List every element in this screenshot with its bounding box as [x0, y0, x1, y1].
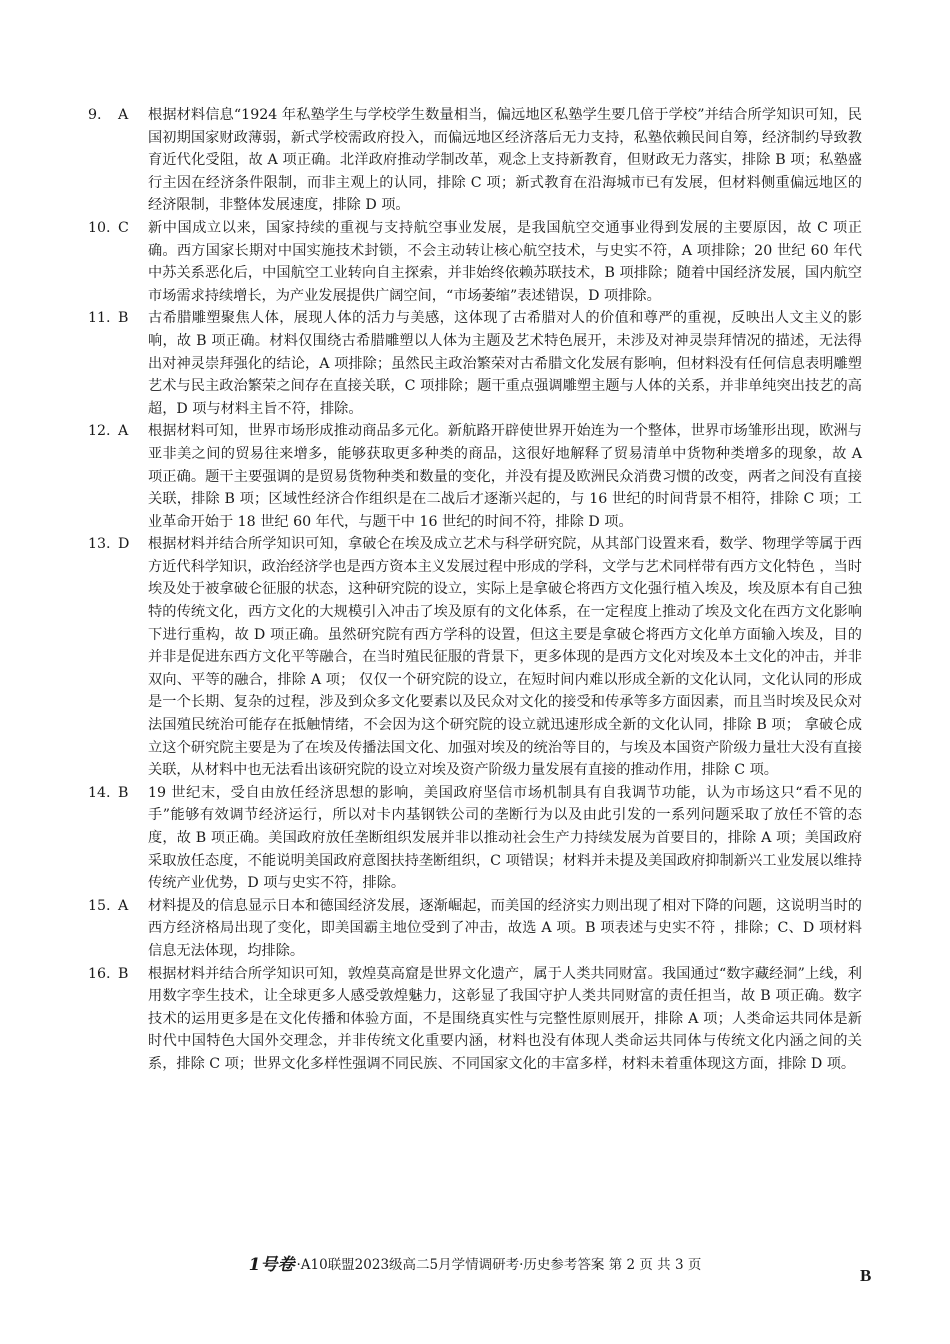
explanation-text: 新中国成立以来，国家持续的重视与支持航空事业发展，是我国航空交通事业得到发展的主要原因，故 C 项正确。西方国家长期对中国实施技术封锁，不会主动转让核心航空技术，与史实不符，A 项排除；20 世纪 60 年代中苏关系恶化后，中国航空工业转向自主探索，并非始终依赖苏联技术，B 项排除；随着中国经济发展，国内航空市场需求持续增长，为产业发展提供广阔空间，“市场萎缩”表述错误，D 项排除。	[148, 219, 862, 304]
question-number: 14.	[88, 784, 111, 801]
question-number: 11.	[88, 310, 111, 327]
answer-item-13	[88, 533, 862, 782]
explanation-text: 古希腊雕塑聚焦人体，展现人体的活力与美感，这体现了古希腊对人的价值和尊严的重视，反映出人文主义的影响，故 B 项正确。材料仅围绕古希腊雕塑以人体为主题及艺术特色展开，未涉及对神灵崇拜情况的描述，无法得出对神灵崇拜强化的结论，A 项排除；虽然民主政治繁荣对古希腊文化发展有影响，但材料没有任何信息表明雕塑艺术与民主政治繁荣之间存在直接关联，C 项排除；题干重点强调雕塑主题与人体的关系，并非单纯突出技艺的高超，D 项与材料主旨不符，排除。	[148, 310, 862, 417]
answer-item-9	[88, 104, 862, 217]
answer-letter: A	[118, 897, 129, 914]
answer-item-14	[88, 782, 862, 895]
question-number: 12.	[88, 423, 111, 440]
page-footer	[0, 1250, 950, 1275]
answer-letter: B	[118, 784, 129, 801]
answer-letter: B	[118, 965, 129, 982]
answer-letter: B	[118, 310, 129, 327]
footer-text: ·A10联盟2023级高二5月学情调研考·历史参考答案 第 2 页 共 3 页	[296, 1257, 702, 1273]
explanation-text: 根据材料并结合所学知识可知，敦煌莫高窟是世界文化遗产，属于人类共同财富。我国通过“数字藏经洞”上线，利用数字孪生技术，让全球更多人感受敦煌魅力，这彰显了我国守护人类共同财富的责任担当，故 B 项正确。数字技术的运用更多是在文化传播和体验方面，不是围绕真实性与完整性原则展开，排除 A 项；人类命运共同体是新时代中国特色大国外交理念，并非传统文化重要内涵，材料也没有体现人类命运共同体与传统文化内涵之间的关系，排除 C 项；世界文化多样性强调不同民族、不同国家文化的丰富多样，材料未着重体现这方面，排除 D 项。	[148, 965, 862, 1072]
question-number: 15.	[88, 897, 111, 914]
answer-item-11	[88, 307, 862, 420]
question-number: 10.	[88, 219, 111, 236]
answer-list	[88, 104, 862, 1076]
explanation-text: 根据材料并结合所学知识可知，拿破仑在埃及成立艺术与科学研究院，从其部门设置来看，数学、物理学等属于西方近代科学知识，政治经济学也是西方资本主义发展过程中形成的学科，文学与艺术同样带有西方文化特色 ，当时埃及处于被拿破仑征服的状态，这种研究院的设立，实际上是拿破仑将西方文化强行植入埃及，埃及原本有自己独特的传统文化，西方文化的大规模引入冲击了埃及原有的文化体系，在一定程度上推动了埃及文化在西方文化影响下进行重构，故 D 项正确。虽然研究院有西方学科的设置，但这主要是拿破仑将西方文化单方面输入埃及，目的并非是促进东西方文化平等融合，在当时殖民征服的背景下，更多体现的是西方文化对埃及本土文化的冲击，并非双向、平等的融合，排除 A 项； 仅仅一个研究院的设立，在短时间内难以形成全新的文化认同，文化认同的形成是一个长期、复杂的过程，涉及到众多文化要素以及民众对文化的接受和传承等多方面因素，而且当时埃及民众对法国殖民统治可能存在抵触情绪，不会因为这个研究院的设立就迅速形成全新的文化认同，排除 B 项； 拿破仑成立这个研究院主要是为了在埃及传播法国文化、加强对埃及的统治等目的，与埃及本国资产阶级力量壮大没有直接关联，从材料中也无法看出该研究院的设立对埃及资产阶级力量发展有直接的推动作用，排除 C 项。	[148, 536, 862, 779]
version-mark: B	[860, 1266, 872, 1285]
question-number: 9.	[88, 107, 102, 123]
answer-item-12	[88, 420, 862, 533]
explanation-text: 材料提及的信息显示日本和德国经济发展，逐渐崛起，而美国的经济实力则出现了相对下降的问题，这说明当时的西方经济格局出现了变化，即美国霸主地位受到了冲击，故选 A 项。B 项表述与史实不符 ，排除；C、D 项材料信息无法体现，均排除。	[148, 897, 862, 959]
answer-letter: D	[118, 536, 130, 553]
brand-logo: 1号卷	[248, 1255, 295, 1275]
answer-item-15	[88, 895, 862, 963]
answer-item-16	[88, 963, 862, 1076]
answer-letter: C	[118, 219, 129, 236]
answer-letter: A	[118, 423, 129, 440]
question-number: 13.	[88, 536, 111, 553]
question-number: 16.	[88, 965, 111, 982]
explanation-text: 19 世纪末，受自由放任经济思想的影响，美国政府坚信市场机制具有自我调节功能，认为市场这只“看不见的手”能够有效调节经济运行，所以对卡内基钢铁公司的垄断行为以及由此引发的一系列问题采取了放任不管的态度，故 B 项正确。美国政府放任垄断组织发展并非以推动社会生产力持续发展为首要目的，排除 A 项；美国政府采取放任态度，不能说明美国政府意图扶持垄断组织，C 项错误；材料并未提及美国政府抑制新兴工业发展以维持传统产业优势，D 项与史实不符，排除。	[148, 784, 862, 892]
explanation-text: 根据材料信息“1924 年私塾学生与学校学生数量相当，偏远地区私塾学生要几倍于学校”并结合所学知识可知，民国初期国家财政薄弱，新式学校需政府投入，而偏远地区经济落后无力支持，私塾依赖民间自筹，经济制约导致教育近代化受阻，故 A 项正确。北洋政府推动学制改革，观念上支持新教育，但财政无力落实，排除 B 项；私塾盛行主因在经济条件限制，而非主观上的认同，排除 C 项；新式教育在沿海城市已有发展，但材料侧重偏远地区的经济限制，非整体发展速度，排除 D 项。	[148, 107, 862, 214]
answer-item-10	[88, 217, 862, 307]
answer-letter: A	[118, 107, 129, 123]
explanation-text: 根据材料可知，世界市场形成推动商品多元化。新航路开辟使世界开始连为一个整体，世界市场雏形出现，欧洲与亚非美之间的贸易往来增多，能够获取更多种类的商品，这很好地解释了贸易清单中货物种类增多的现象，故 A 项正确。题干主要强调的是贸易货物种类和数量的变化，并没有提及欧洲民众消费习惯的改变，两者之间没有直接关联，排除 B 项；区域性经济合作组织是在二战后才逐渐兴起的，与 16 世纪的时间背景不相符，排除 C 项；工业革命开始于 18 世纪 60 年代，与题干中 16 世纪的时间不符，排除 D 项。	[148, 423, 862, 530]
